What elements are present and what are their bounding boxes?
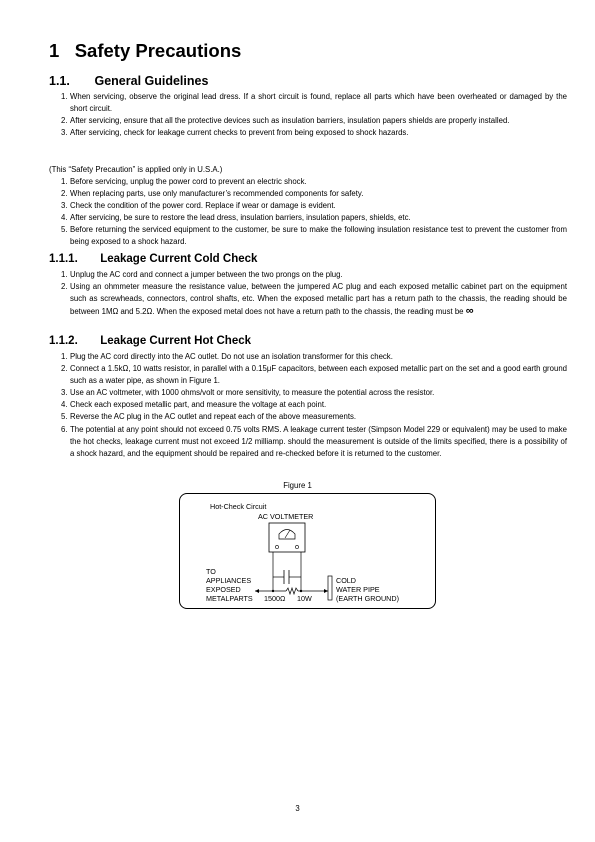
list-item: 2. Connect a 1.5kΩ, 10 watts resistor, in parallel with a 0.15μF capacitors, between each exposed metallic part on the set and a good earth ground such as a water pipe, as shown in Figure 1.	[61, 364, 567, 386]
voltmeter-label: AC VOLTMETER	[258, 512, 314, 521]
list-item: 3. Use an AC voltmeter, with 1000 ohms/volt or more sensitivity, to measure the potential across the resistor.	[61, 388, 435, 398]
subsection-number: 1.1.2.	[49, 335, 78, 347]
hot-check-heading	[49, 335, 251, 347]
infinity-symbol: ∞	[465, 305, 474, 318]
list-item: 5. Before returning the serviced equipment to the customer, be sure to make the following insulation resistance test to prevent the customer from being exposed to a shock hazard.	[61, 225, 567, 247]
hot-check-list	[49, 351, 567, 460]
list-item: 4. Check each exposed metallic part, and measure the voltage at each point.	[61, 400, 327, 410]
subsection-title: Leakage Current Cold Check	[100, 253, 258, 265]
list-item: 1. Unplug the AC cord and connect a jumper between the two prongs on the plug.	[61, 270, 343, 279]
section-number: 1	[49, 40, 60, 61]
section-title: Safety Precautions	[74, 40, 242, 61]
subsection-title: General Guidelines	[94, 74, 209, 88]
hot-check-circuit-figure	[179, 493, 436, 609]
general-guidelines-heading	[49, 74, 208, 88]
list-item: 2. After servicing, ensure that all the protective devices such as insulation barriers, insulation papers shields are properly installed.	[61, 116, 510, 126]
figure-caption: Figure 1	[283, 481, 312, 490]
wattage-label: 10W	[297, 594, 312, 603]
appliance-label-4: METALPARTS	[206, 594, 253, 603]
list-item: 2. When replacing parts, use only manufacturer’s recommended components for safety.	[61, 189, 364, 199]
list-item: 2. Using an ohmmeter measure the resistance value, between the jumpered AC plug and each exposed metallic cabinet part on the equipment such as screwheads, connectors, control shafts, etc. When the exposed metallic part has a return path to the chassis, the reading should be between 1MΩ and 5.2Ω. When the exposed metal does not have a return path to the chassis, the reading must be ∞	[61, 282, 567, 318]
section-heading	[49, 40, 241, 62]
cold-check-heading	[49, 253, 257, 265]
resistor-value: 1500Ω	[264, 594, 286, 603]
water-pipe-symbol	[328, 576, 332, 600]
pipe-label-1: COLD	[336, 576, 356, 585]
list-item: 6. The potential at any point should not exceed 0.75 volts RMS. A leakage current tester (Simpson Model 229 or equivalent) may be used to make the hot checks, leakage current must not exceed 1/2 milliamp. should the measurement is outside of the limits specified, there is a possibility of a shock hazard, and the equipment should be repaired and re-checked before it is returned to the customer.	[61, 424, 567, 458]
circuit-title: Hot-Check Circuit	[210, 502, 267, 511]
subsection-number: 1.1.1.	[49, 253, 78, 265]
page-number: 3	[295, 804, 300, 813]
pipe-label-3: (EARTH GROUND)	[336, 594, 399, 603]
terminal-right	[295, 545, 298, 548]
appliance-label-3: EXPOSED	[206, 585, 241, 594]
subsection-number: 1.1.	[49, 74, 70, 88]
appliance-label-2: APPLIANCES	[206, 576, 252, 585]
list-item: 3. Check the condition of the power cord. Replace if wear or damage is evident.	[61, 201, 336, 211]
arrow-left-icon	[255, 589, 259, 593]
terminal-left	[275, 545, 278, 548]
cold-check-list	[49, 269, 567, 318]
list-item: 5. Reverse the AC plug in the AC outlet and repeat each of the above measurements.	[61, 412, 357, 422]
subsection-title: Leakage Current Hot Check	[100, 335, 252, 347]
appliance-label-1: TO	[206, 567, 216, 576]
arrow-right-icon	[324, 589, 328, 593]
list-item: 1. When servicing, observe the original lead dress. If a short circuit is found, replace all parts which have been overheated or damaged by the short circuit.	[61, 92, 567, 114]
usa-note: (This “Safety Precaution” is applied only in U.S.A.)	[49, 165, 223, 174]
list-item: 4. After servicing, be sure to restore the lead dress, insulation barriers, insulation papers, shields, etc.	[61, 213, 411, 223]
pipe-label-2: WATER PIPE	[336, 585, 380, 594]
list-item: 1. Plug the AC cord directly into the AC outlet. Do not use an isolation transformer for this check.	[61, 352, 393, 361]
usa-precautions-list	[49, 176, 567, 249]
list-item: 3. After servicing, check for leakage current checks to prevent from being exposed to shock hazards.	[61, 128, 409, 138]
general-guidelines-list	[49, 91, 567, 139]
list-item: 1. Before servicing, unplug the power cord to prevent an electric shock.	[61, 177, 307, 186]
